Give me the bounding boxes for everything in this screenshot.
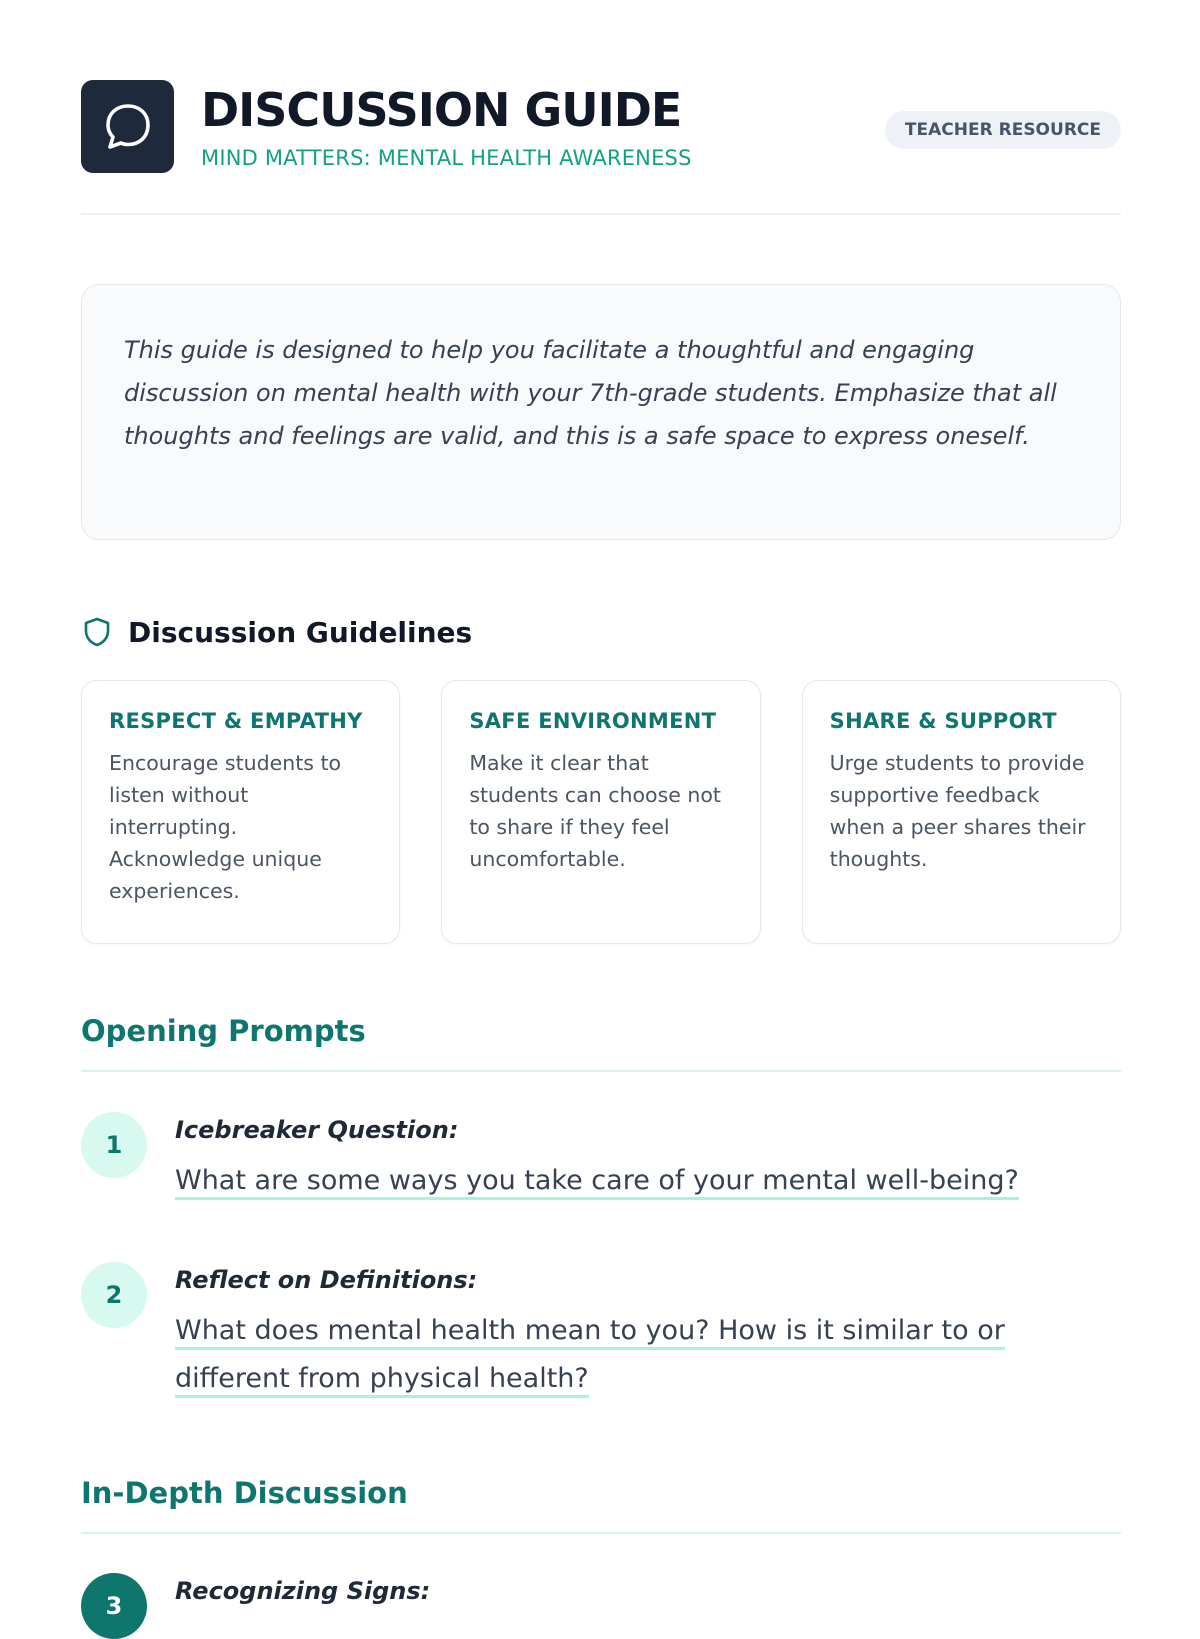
prompt-label: Reflect on Definitions:	[175, 1266, 478, 1294]
page	[81, 0, 1121, 1620]
prompt-question	[175, 1157, 1075, 1205]
page-subtitle: MIND MATTERS: MENTAL HEALTH AWARENESS	[201, 146, 692, 170]
guideline-card-text: Make it clear that students can choose not to share if they feel uncomfortable.	[469, 751, 721, 871]
prompt-number: 2	[81, 1262, 147, 1328]
guideline-card-text: Encourage students to listen without interrupting. Acknowledge unique experiences.	[109, 751, 342, 903]
prompt-label: Recognizing Signs:	[175, 1577, 431, 1605]
intro-box	[81, 284, 1121, 540]
logo	[81, 80, 174, 173]
resource-badge: TEACHER RESOURCE	[885, 111, 1121, 149]
shield-icon	[81, 616, 113, 648]
prompt-number: 1	[81, 1112, 147, 1178]
intro-text: This guide is designed to help you facilitate a thoughtful and engaging discussion on mental health with your 7th-grade students. Emphasize that all thoughts and feelings are valid, and this is a safe space to express oneself.	[124, 336, 1057, 450]
guideline-card-text: Urge students to provide supportive feedback when a peer shares their thoughts.	[829, 751, 1086, 871]
guideline-card-respect	[81, 680, 400, 944]
prompt-number: 3	[81, 1573, 147, 1639]
prompt-label: Icebreaker Question:	[175, 1116, 459, 1144]
guideline-card-safe	[441, 680, 760, 944]
guideline-card-title: SHARE & SUPPORT	[829, 709, 1057, 733]
guidelines-heading: Discussion Guidelines	[128, 615, 473, 649]
header	[81, 80, 1121, 215]
chat-bubble-icon	[101, 100, 155, 154]
prompt-question	[175, 1307, 1075, 1403]
indepth-heading: In-Depth Discussion	[81, 1476, 1121, 1534]
guideline-card-title: RESPECT & EMPATHY	[109, 709, 363, 733]
prompt-question-text: What does mental health mean to you? How is it similar to or different from physical health?	[175, 1315, 1005, 1398]
guidelines-header	[81, 612, 472, 652]
opening-prompts-heading: Opening Prompts	[81, 1014, 1121, 1072]
guideline-card-share	[802, 680, 1121, 944]
guideline-card-title: SAFE ENVIRONMENT	[469, 709, 717, 733]
page-title: DISCUSSION GUIDE	[201, 83, 682, 137]
guidelines-cards	[81, 680, 1121, 944]
prompt-question-text: What are some ways you take care of your mental well-being?	[175, 1165, 1019, 1200]
